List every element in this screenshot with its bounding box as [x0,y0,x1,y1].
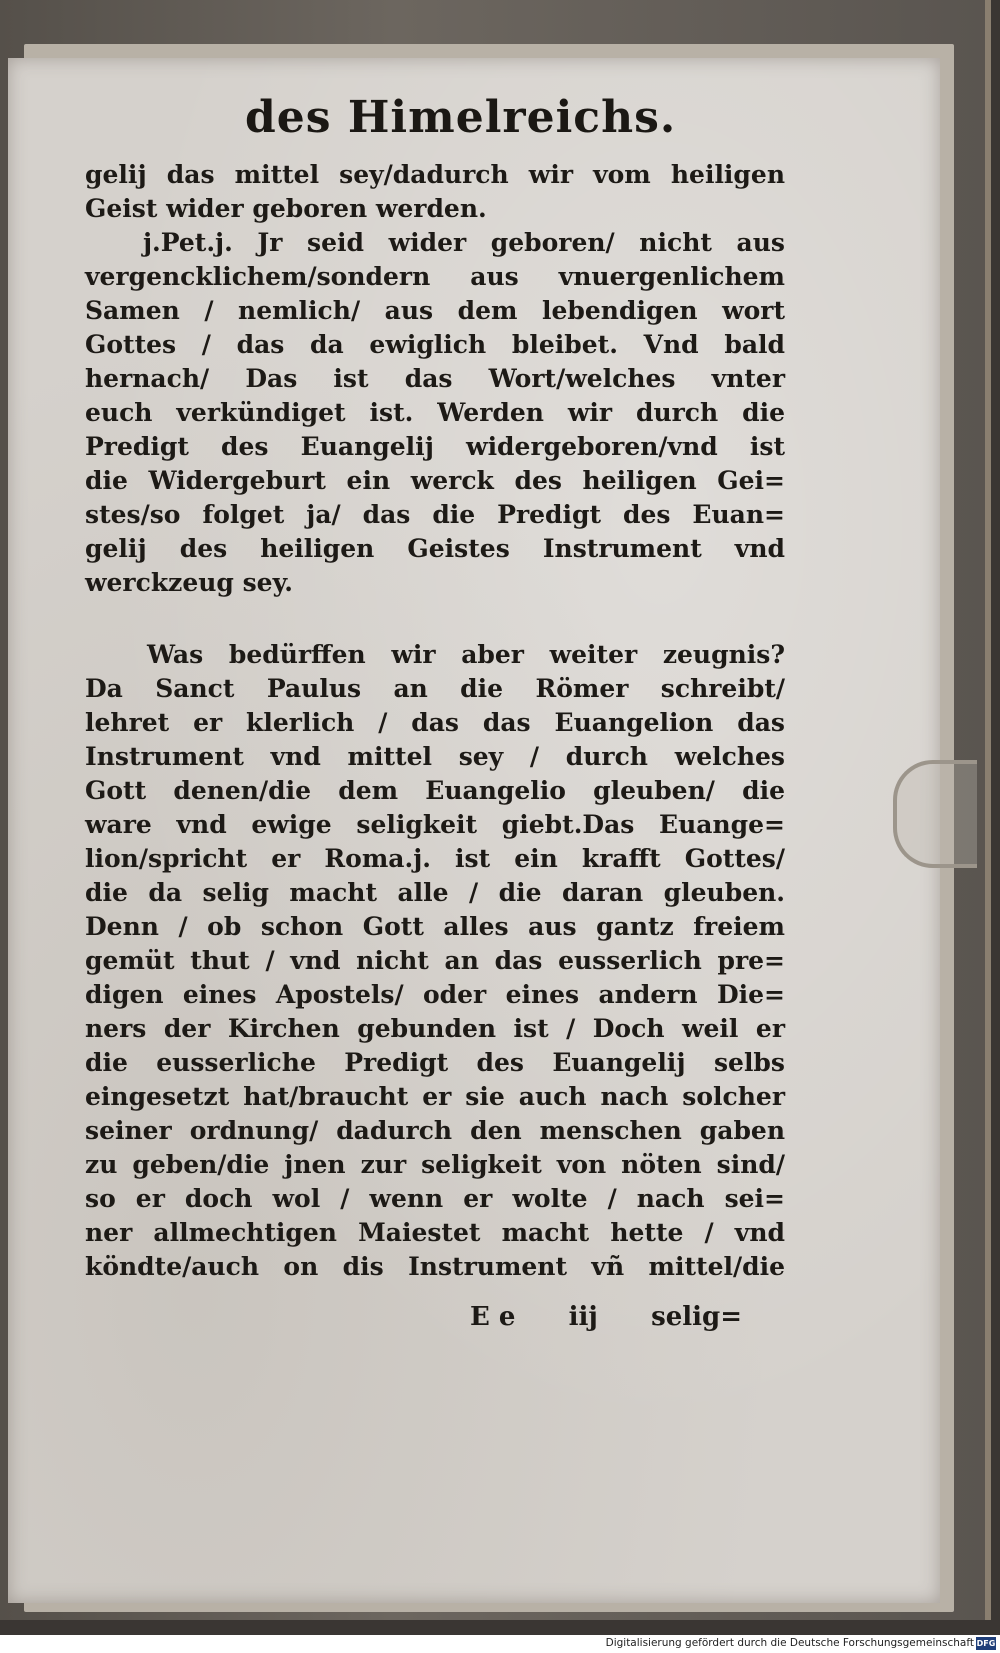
text-line: Instrument vnd mittel sey / durch welches [85,742,785,771]
text-line: Gottes / das da ewiglich bleibet. Vnd bald [85,330,785,359]
text-line: Geist wider geboren werden. [85,194,487,223]
signature-mark: E e [470,1302,516,1332]
running-head: des Himelreichs. [245,92,677,143]
text-line: die da selig macht alle / die daran gleuben. [85,878,785,907]
text-line: digen eines Apostels/ oder eines andern Die= [85,980,785,1009]
funding-credit: Digitalisierung gefördert durch die Deutsche Forschungsgemeinschaft [605,1637,974,1649]
catchword: selig= [651,1302,742,1332]
text-line: gelĳ des heiligen Geistes Instrument vnd [85,534,785,563]
text-line: eingesetzt hat/braucht er sie auch nach solcher [85,1082,785,1111]
book-clasp [893,760,977,868]
text-line: vergencklichem/sondern aus vnuergenlichem [85,262,785,291]
text-line: Da Sanct Paulus an die Römer schreibt/ [85,674,785,703]
signature-number: iij [568,1302,598,1332]
text-line: ware vnd ewige seligkeit giebt.Das Euange= [85,810,785,839]
text-line: die eusserliche Predigt des Euangelĳ selbs [85,1048,785,1077]
text-line: j.Pet.j. Jr seid wider geboren/ nicht aus [143,228,785,257]
catchword-line [470,1302,742,1332]
text-line: gemüt thut / vnd nicht an das eusserlich pre= [85,946,785,975]
text-line: Predigt des Euangelĳ widergeboren/vnd ist [85,432,785,461]
text-line: zu geben/die jnen zur seligkeit von nöten sind/ [85,1150,785,1179]
paragraph-gap [85,600,785,638]
text-line: Gott denen/die dem Euangelio gleuben/ die [85,776,785,805]
body-text [85,158,785,1284]
text-line: lion/spricht er Roma.j. ist ein krafft Gottes/ [85,844,785,873]
text-line: so er doch wol / wenn er wolte / nach sei= [85,1184,785,1213]
text-line: Denn / ob schon Gott alles aus gantz freiem [85,912,785,941]
text-line: Was bedürffen wir aber weiter zeugnis? [147,640,785,669]
text-line: lehret er klerlich / das das Euangelion das [85,708,785,737]
text-line: ners der Kirchen gebunden ist / Doch weil er [85,1014,785,1043]
text-line: ner allmechtigen Maiestet macht hette / vnd [85,1218,785,1247]
text-line: werckzeug sey. [85,568,293,597]
text-line: seiner ordnung/ dadurch den menschen gaben [85,1116,785,1145]
text-line: Samen / nemlich/ aus dem lebendigen wort [85,296,785,325]
text-line: euch verkündiget ist. Werden wir durch die [85,398,785,427]
text-line: stes/so folget ja/ das die Predigt des Euan= [85,500,785,529]
dfg-logo: DFG [976,1639,996,1648]
text-line: die Widergeburt ein werck des heiligen Gei= [85,466,785,495]
text-line: gelĳ das mittel sey/dadurch wir vom heiligen [85,160,785,189]
text-line: hernach/ Das ist das Wort/welches vnter [85,364,785,393]
text-line: köndte/auch on dis Instrument vñ mittel/die [85,1252,785,1281]
